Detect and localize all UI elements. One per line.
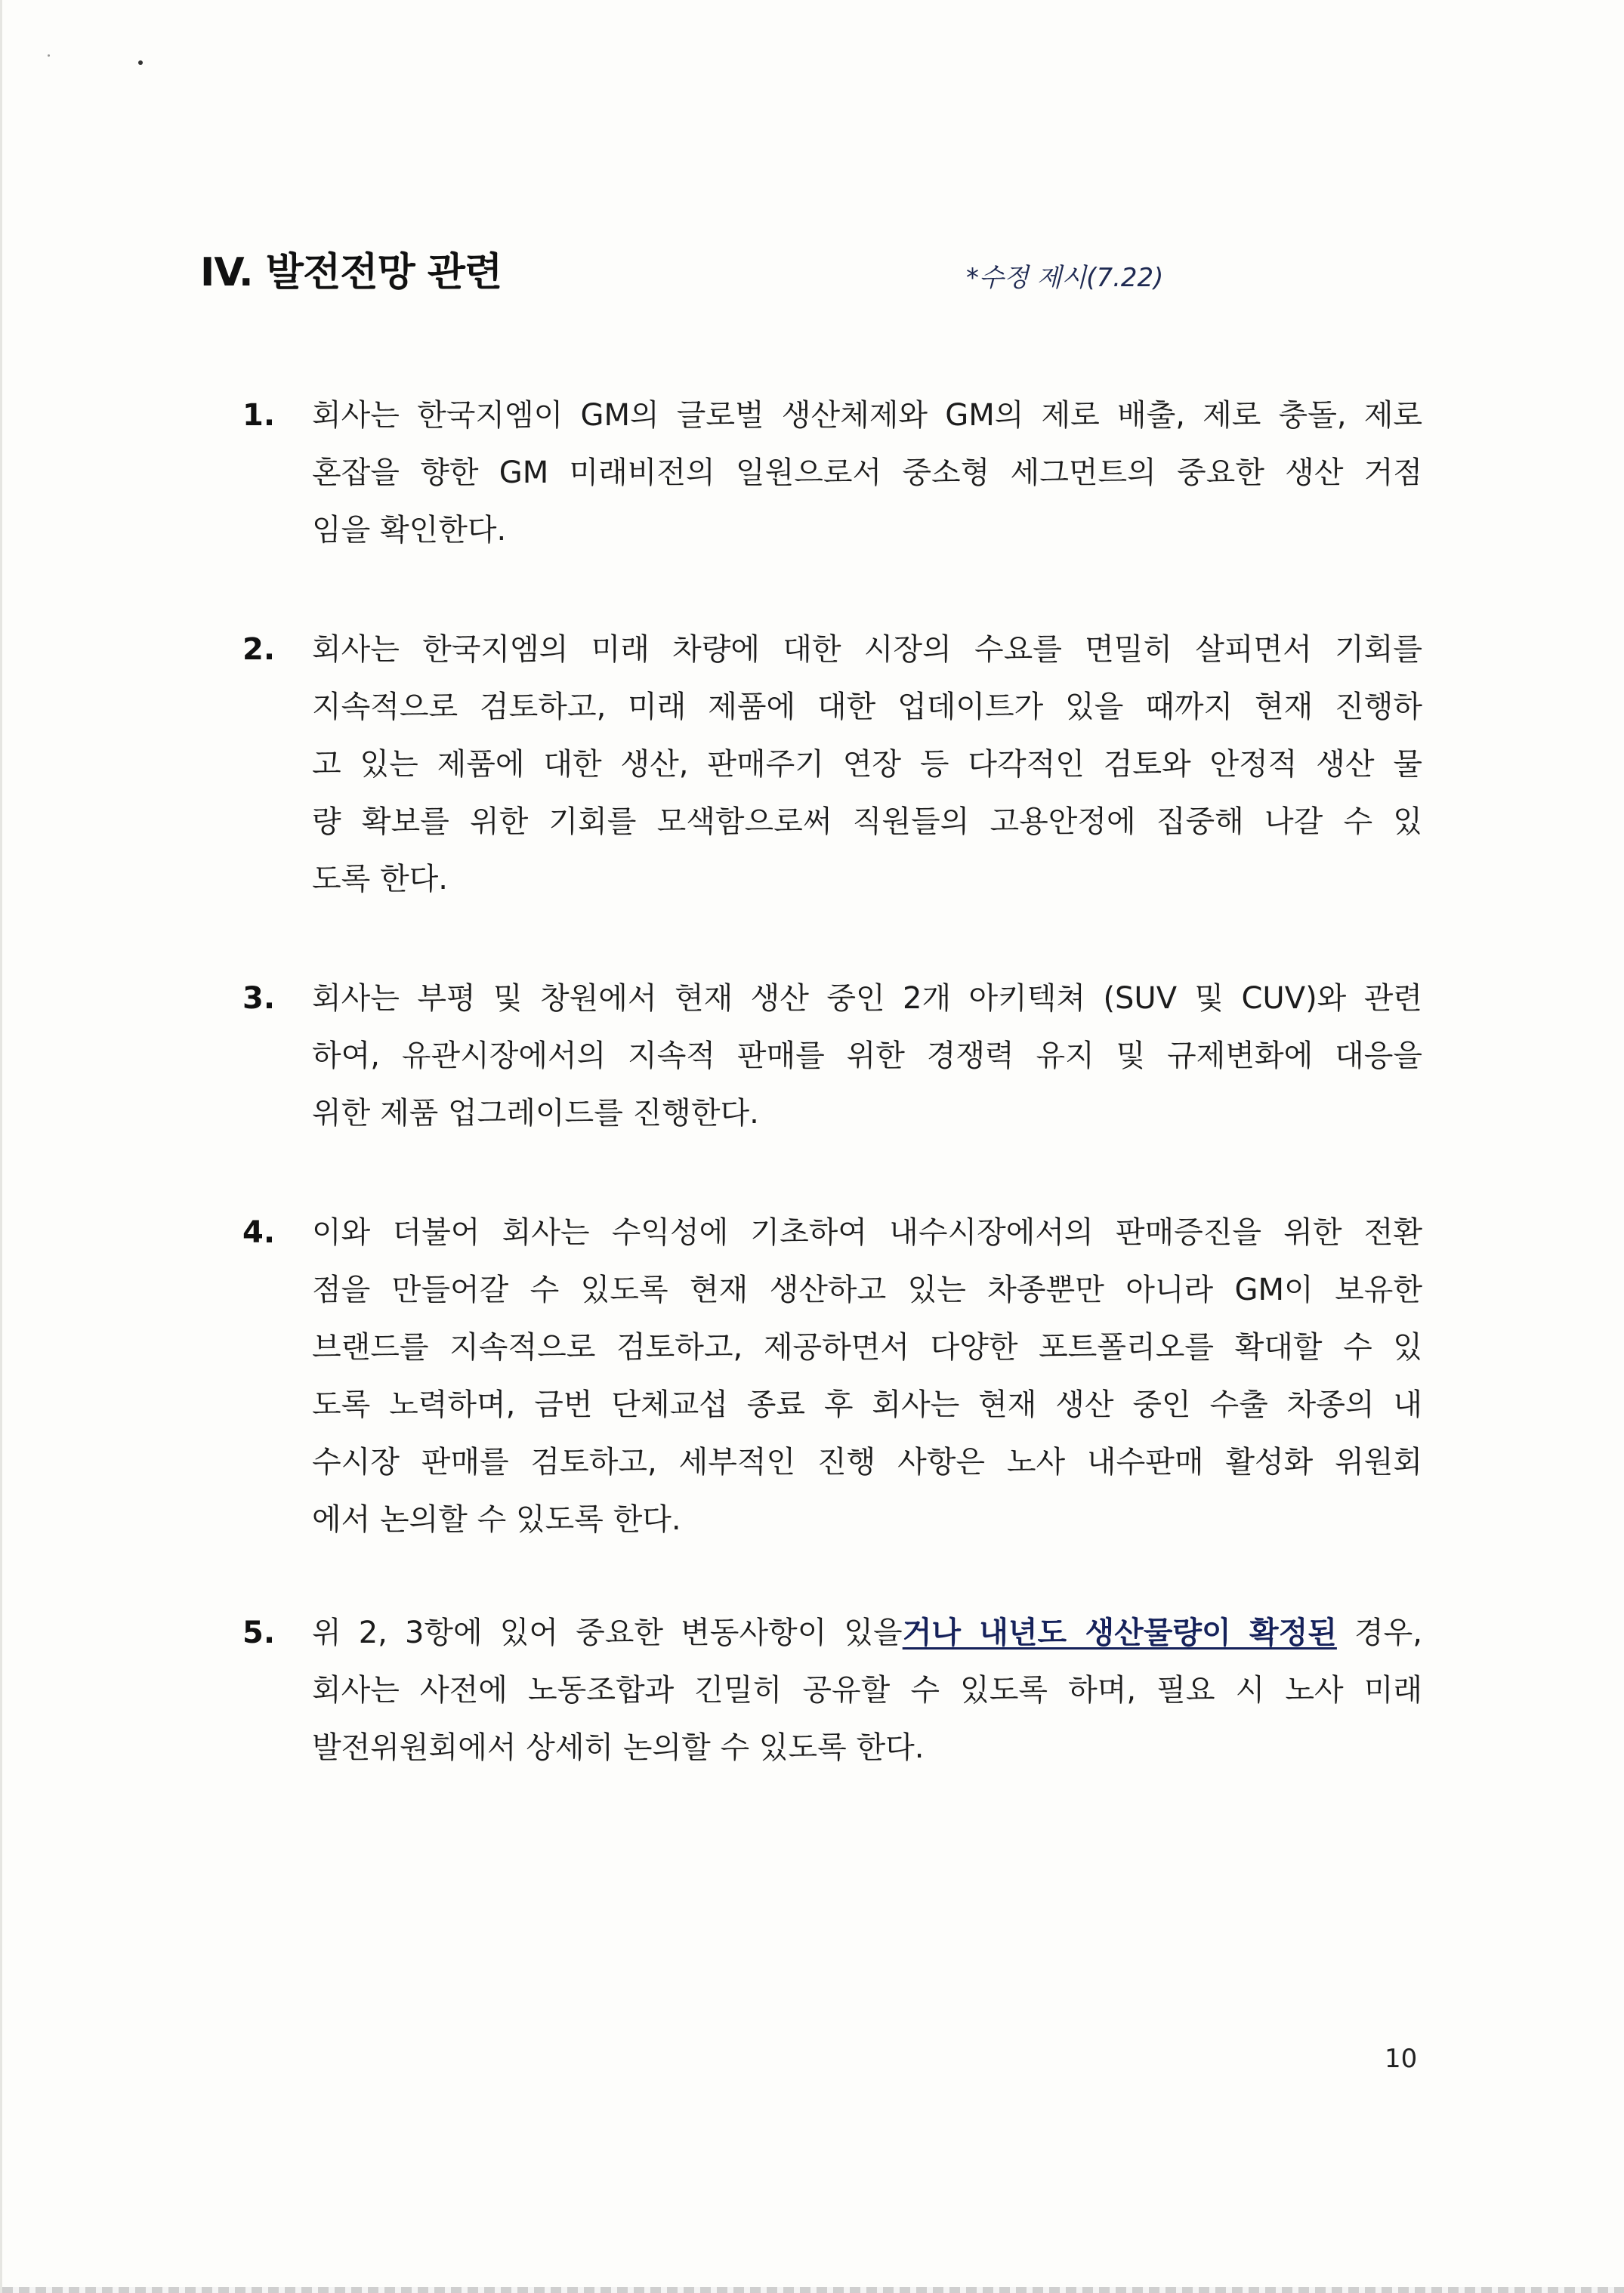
item-text bbox=[312, 621, 1422, 908]
text-line: 회사는 한국지엠의 미래 차량에 대한 시장의 수요를 면밀히 살피면서 기회를 bbox=[312, 632, 1422, 667]
item-number: 5. bbox=[242, 1616, 276, 1650]
text-line: 브랜드를 지속적으로 검토하고, 제공하면서 다양한 포트폴리오를 확대할 수 있 bbox=[312, 1330, 1422, 1365]
item-number: 4. bbox=[242, 1215, 276, 1250]
scan-bottom-edge bbox=[2, 2287, 1624, 2293]
text-segment: 위 2, 3항에 있어 중요한 변동사항이 있을 bbox=[312, 1616, 903, 1650]
item-text bbox=[312, 387, 1422, 559]
text-line: 량 확보를 위한 기회를 모색함으로써 직원들의 고용안정에 집중해 나갈 수 있 bbox=[312, 804, 1422, 839]
text-line: 점을 만들어갈 수 있도록 현재 생산하고 있는 차종뿐만 아니라 GM이 보유한 bbox=[312, 1273, 1422, 1307]
text-line bbox=[312, 1604, 1422, 1662]
item-text bbox=[312, 1604, 1422, 1776]
item-text bbox=[312, 1204, 1422, 1548]
item-number: 2. bbox=[242, 632, 276, 667]
text-line: 도록 한다. bbox=[312, 862, 448, 897]
underlined-revision: 거나 내년도 생산물량이 확정된 bbox=[902, 1616, 1337, 1650]
page-number: 10 bbox=[1385, 2044, 1418, 2074]
text-line: 도록 노력하며, 금번 단체교섭 종료 후 회사는 현재 생산 중인 수출 차종의 내 bbox=[312, 1387, 1422, 1422]
scan-speck bbox=[48, 54, 50, 57]
text-line: 지속적으로 검토하고, 미래 제품에 대한 업데이트가 있을 때까지 현재 진행하 bbox=[312, 690, 1422, 724]
text-line: 에서 논의할 수 있도록 한다. bbox=[312, 1502, 681, 1537]
revision-note: *수정 제시(7.22) bbox=[966, 263, 1164, 293]
text-line: 위한 제품 업그레이드를 진행한다. bbox=[312, 1096, 759, 1131]
text-line: 하여, 유관시장에서의 지속적 판매를 위한 경쟁력 유지 및 규제변화에 대응을 bbox=[312, 1038, 1422, 1073]
text-line: 회사는 사전에 노동조합과 긴밀히 공유할 수 있도록 하며, 필요 시 노사 미래 bbox=[312, 1673, 1422, 1708]
text-segment: 경우, bbox=[1336, 1616, 1422, 1650]
text-line: 고 있는 제품에 대한 생산, 판매주기 연장 등 다각적인 검토와 안정적 생산 물 bbox=[312, 747, 1422, 782]
text-line: 회사는 한국지엠이 GM의 글로벌 생산체제와 GM의 제로 배출, 제로 충돌, 제로 bbox=[312, 398, 1422, 433]
text-line: 임을 확인한다. bbox=[312, 513, 507, 548]
scan-speck bbox=[138, 60, 143, 65]
text-line: 이와 더불어 회사는 수익성에 기초하여 내수시장에서의 판매증진을 위한 전환 bbox=[312, 1215, 1422, 1250]
text-line: 발전위원회에서 상세히 논의할 수 있도록 한다. bbox=[312, 1730, 925, 1765]
item-text bbox=[312, 970, 1422, 1142]
item-number: 3. bbox=[242, 981, 276, 1016]
text-line: 수시장 판매를 검토하고, 세부적인 진행 사항은 노사 내수판매 활성화 위원회 bbox=[312, 1445, 1422, 1480]
section-title: IV. 발전전망 관련 bbox=[200, 250, 502, 295]
item-number: 1. bbox=[242, 398, 276, 433]
text-line: 혼잡을 향한 GM 미래비전의 일원으로서 중소형 세그먼트의 중요한 생산 거점 bbox=[312, 455, 1422, 490]
text-line: 회사는 부평 및 창원에서 현재 생산 중인 2개 아키텍쳐 (SUV 및 CUV)와 관련 bbox=[312, 981, 1422, 1016]
